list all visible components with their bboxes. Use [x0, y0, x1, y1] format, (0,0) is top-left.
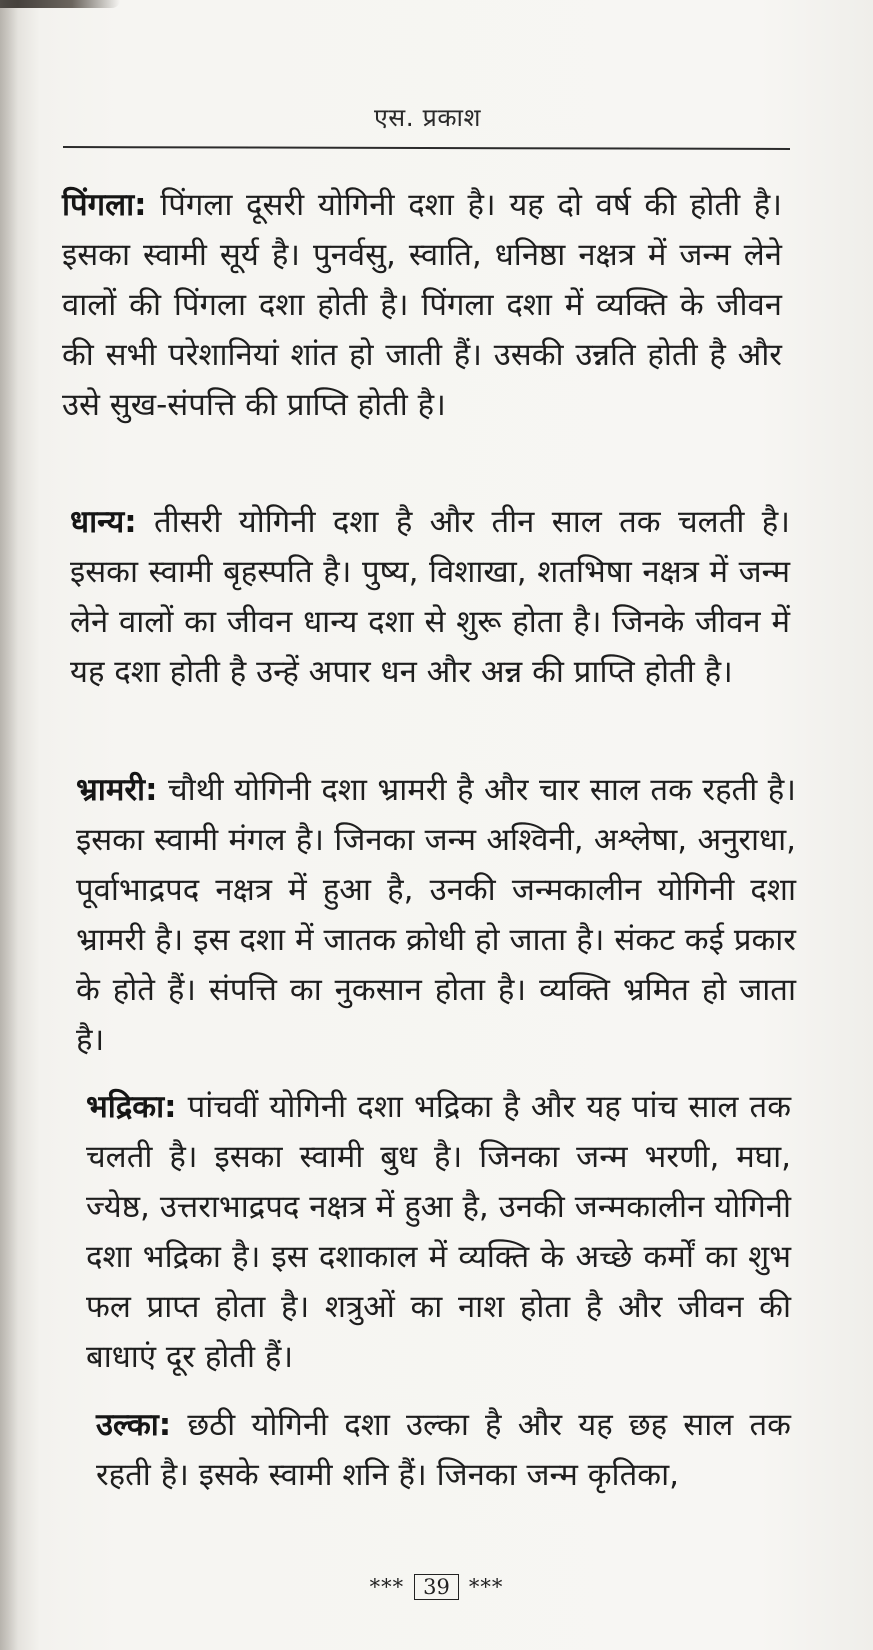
- footer-stars-right: ***: [468, 1575, 504, 1599]
- term-ulka: उल्का:: [96, 1407, 172, 1443]
- paragraph-pingala: [62, 180, 782, 430]
- paragraph-text: पांचवीं योगिनी दशा भद्रिका है और यह पांच साल तक चलती है। इसका स्वामी बुध है। जिनका जन्म भरणी, मघा, ज्येष्ठ, उत्तराभाद्रपद नक्षत्र में हुआ है, उनकी जन्मकालीन योगिनी दशा भद्रिका है। इस दशाकाल में व्यक्ति के अच्छे कर्मों का शुभ फल प्राप्त होता है। शत्रुओं का नाश होता है और जीवन की बाधाएं दूर होती हैं।: [86, 1089, 791, 1375]
- paragraph-text: छठी योगिनी दशा उल्का है और यह छह साल तक रहती है। इसके स्वामी शनि हैं। जिनका जन्म कृतिका,: [96, 1407, 791, 1493]
- paragraph-bhramari: [76, 765, 796, 1065]
- paragraph-dhanya: [70, 497, 790, 697]
- page-corner-shadow: [0, 0, 120, 8]
- paragraph-bhadrika: [86, 1082, 791, 1382]
- term-pingala: पिंगला:: [62, 187, 147, 223]
- binding-shadow: [0, 0, 18, 1650]
- paragraph-text: पिंगला दूसरी योगिनी दशा है। यह दो वर्ष की होती है। इसका स्वामी सूर्य है। पुनर्वसु, स्वाति, धनिष्ठा नक्षत्र में जन्म लेने वालों की पिंगला दशा होती है। पिंगला दशा में व्यक्ति के जीवन की सभी परेशानियां शांत हो जाती हैं। उसकी उन्नति होती है और उसे सुख-संपत्ति की प्राप्ति होती है।: [62, 187, 782, 423]
- page-number: 39: [414, 1574, 459, 1600]
- header-rule: [63, 146, 790, 150]
- paragraph-text: तीसरी योगिनी दशा है और तीन साल तक चलती है। इसका स्वामी बृहस्पति है। पुष्य, विशाखा, शतभिषा नक्षत्र में जन्म लेने वालों का जीवन धान्य दशा से शुरू होता है। जिनके जीवन में यह दशा होती है उन्हें अपार धन और अन्न की प्राप्ति होती है।: [70, 504, 790, 690]
- footer-stars-left: ***: [369, 1575, 405, 1599]
- page-footer: [0, 1574, 873, 1600]
- running-header: एस. प्रकाश: [373, 103, 482, 132]
- paragraph-ulka: [96, 1400, 791, 1500]
- paragraph-text: चौथी योगिनी दशा भ्रामरी है और चार साल तक रहती है। इसका स्वामी मंगल है। जिनका जन्म अश्विनी, अश्लेषा, अनुराधा, पूर्वाभाद्रपद नक्षत्र में हुआ है, उनकी जन्मकालीन योगिनी दशा भ्रामरी है। इस दशा में जातक क्रोधी हो जाता है। संकट कई प्रकार के होते हैं। संपत्ति का नुकसान होता है। व्यक्ति भ्रमित हो जाता है।: [76, 772, 796, 1058]
- term-dhanya: धान्य:: [70, 504, 137, 540]
- term-bhramari: भ्रामरी:: [76, 772, 158, 808]
- term-bhadrika: भद्रिका:: [86, 1089, 177, 1125]
